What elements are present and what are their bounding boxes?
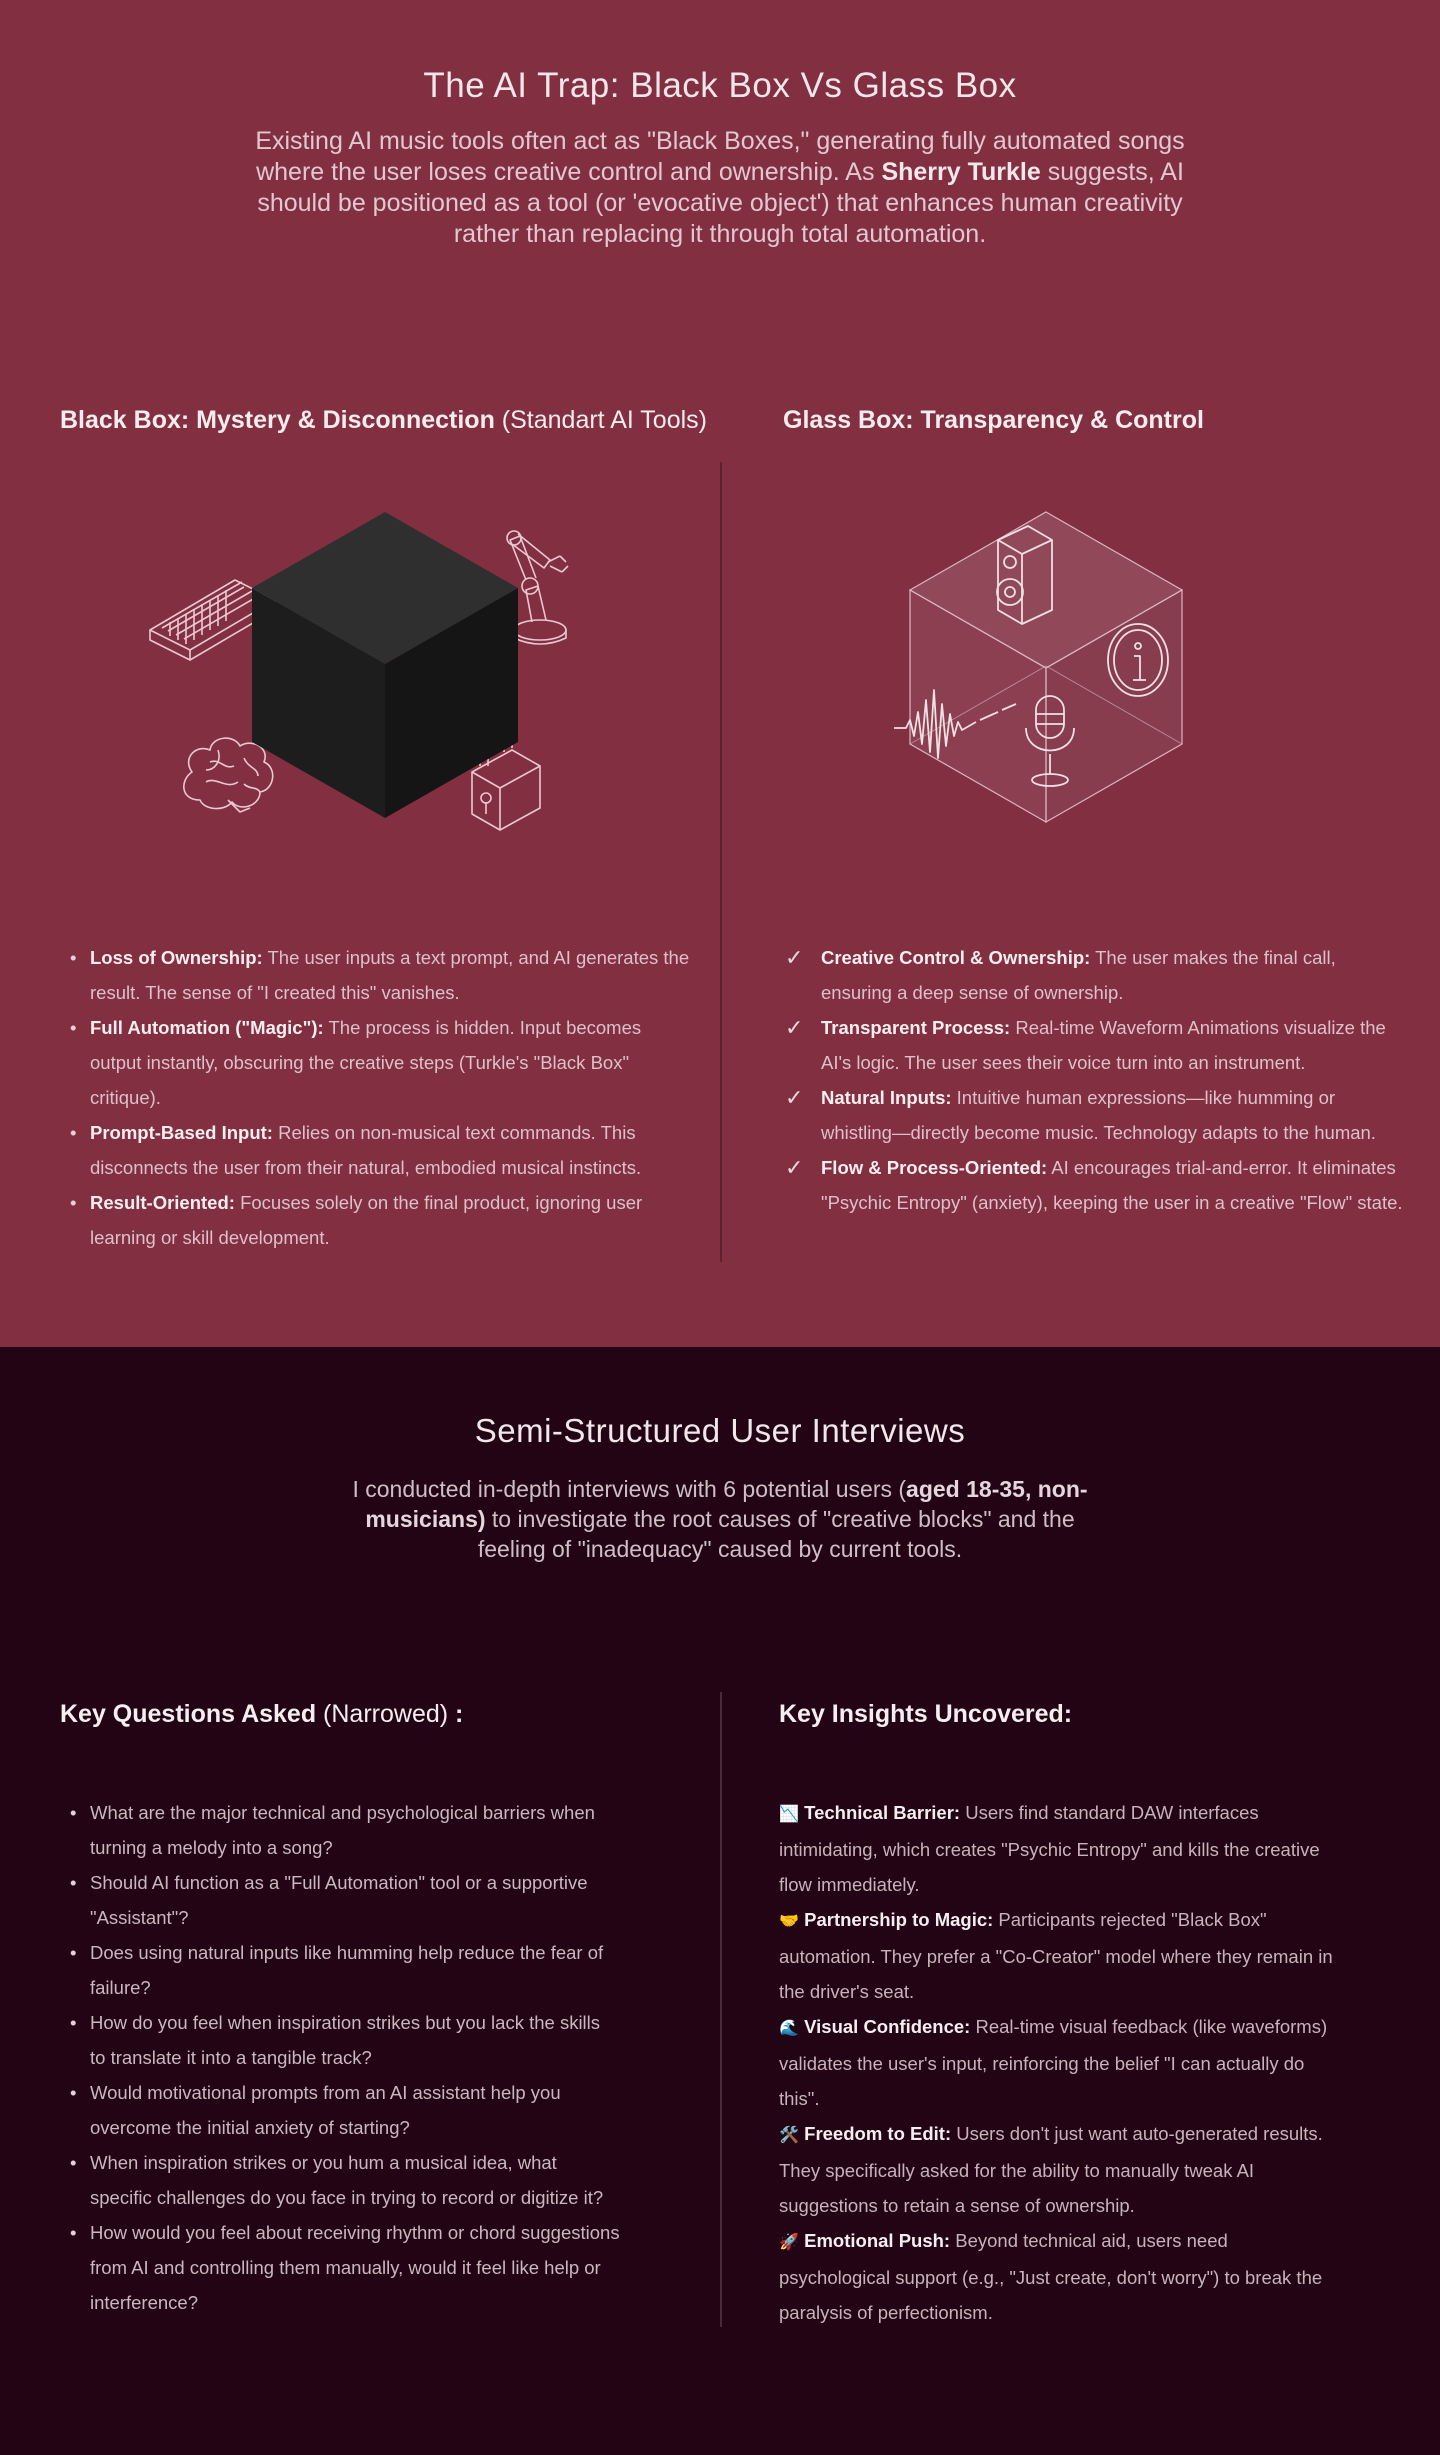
list-item: • Result-Oriented: Focuses solely on the final product, ignoring user learning or skill development. (60, 1185, 690, 1255)
questions-heading-colon: : (455, 1700, 464, 1728)
check-icon: ✓ (785, 1015, 804, 1040)
glass-box-list (783, 940, 1403, 1220)
questions-heading-bold: Key Questions Asked (60, 1700, 317, 1728)
list-item: ✓ Creative Control & Ownership: The user makes the final call, ensuring a deep sense of ownership. (783, 940, 1403, 1010)
check-icon: ✓ (785, 1155, 804, 1180)
glass-box-heading (783, 406, 1204, 435)
black-box-list (60, 940, 690, 1255)
black-box-heading-rest: (Standart AI Tools) (494, 406, 707, 434)
questions-list (60, 1795, 620, 2320)
wave-emoji-icon: 🌊 (779, 2020, 799, 2037)
insights-heading-bold: Key Insights Uncovered: (779, 1700, 1073, 1728)
black-box-illustration (140, 500, 600, 850)
interviews-intro (352, 1474, 1088, 1564)
questions-heading-rest: (Narrowed) (316, 1700, 456, 1728)
insight-item: 📉 Technical Barrier: Users find standard DAW interfaces intimidating, which creates "Psychic Entropy" and kills the creative flow immediately. (779, 1795, 1339, 1902)
list-item: • What are the major technical and psychological barriers when turning a melody into a song? (60, 1795, 620, 1865)
insight-item: 🌊 Visual Confidence: Real-time visual feedback (like waveforms) validates the user's input, reinforcing the belief "I can actually do this". (779, 2009, 1339, 2116)
glass-box-heading-bold: Glass Box: Transparency & Control (783, 406, 1204, 434)
glass-box-illustration (880, 500, 1320, 840)
column-divider (720, 1692, 722, 2327)
interviews-title: Semi-Structured User Interviews (474, 1412, 966, 1449)
glass-cube (910, 512, 1182, 822)
list-item: • How do you feel when inspiration strikes but you lack the skills to translate it into a tangible track? (60, 2005, 620, 2075)
rocket-emoji-icon: 🚀 (779, 2234, 799, 2251)
list-item: • Would motivational prompts from an AI assistant help you overcome the initial anxiety of starting? (60, 2075, 620, 2145)
list-item: • Loss of Ownership: The user inputs a text prompt, and AI generates the result. The sense of "I created this" vanishes. (60, 940, 690, 1010)
questions-heading (60, 1700, 463, 1729)
list-item: • How would you feel about receiving rhythm or chord suggestions from AI and controlling them manually, would it feel like help or interference? (60, 2215, 620, 2320)
tools-emoji-icon: 🛠️ (779, 2127, 799, 2144)
intro-text: I conducted in-depth interviews with 6 potential users ( (352, 1476, 907, 1502)
list-item: ✓ Natural Inputs: Intuitive human expressions—like humming or whistling—directly become music. Technology adapts to the human. (783, 1080, 1403, 1150)
list-item: • Prompt-Based Input: Relies on non-musical text commands. This disconnects the user from their natural, embodied musical instincts. (60, 1115, 690, 1185)
brain-icon (184, 738, 273, 812)
intro-text-end: to investigate the root causes of "creative blocks" and the feeling of "inadequacy" caused by current tools. (477, 1506, 1075, 1562)
insight-item: 🚀 Emotional Push: Beyond technical aid, users need psychological support (e.g., "Just create, don't worry") to break the paralysis of perfectionism. (779, 2223, 1339, 2330)
list-item: • Should AI function as a "Full Automation" tool or a supportive "Assistant"? (60, 1865, 620, 1935)
check-icon: ✓ (785, 1085, 804, 1110)
intro-text-end: suggests, AI should be positioned as a tool (or 'evocative object') that enhances human creativity rather than replacing it through total automation. (257, 158, 1184, 248)
insight-item: 🛠️ Freedom to Edit: Users don't just want auto-generated results. They specifically asked for the ability to manually tweak AI suggestions to retain a sense of ownership. (779, 2116, 1339, 2223)
section-intro (228, 126, 1212, 250)
black-box-heading (60, 406, 707, 435)
insights-heading (779, 1700, 1072, 1729)
list-item: ✓ Flow & Process-Oriented: AI encourages trial-and-error. It eliminates "Psychic Entropy" (anxiety), keeping the user in a creative "Flow" state. (783, 1150, 1403, 1220)
insights-list (779, 1795, 1339, 2330)
list-item: • Does using natural inputs like humming help reduce the fear of failure? (60, 1935, 620, 2005)
section-title: The AI Trap: Black Box Vs Glass Box (423, 66, 1017, 105)
handshake-emoji-icon: 🤝 (779, 1913, 799, 1930)
column-divider (720, 462, 722, 1262)
intro-highlight: aged 18-35, non-musicians) (365, 1476, 1088, 1532)
insight-item: 🤝 Partnership to Magic: Participants rejected "Black Box" automation. They prefer a "Co-Creator" model where they remain in the driver's seat. (779, 1902, 1339, 2009)
list-item: • When inspiration strikes or you hum a musical idea, what specific challenges do you face in trying to record or digitize it? (60, 2145, 620, 2215)
intro-text: Existing AI music tools often act as "Black Boxes," generating fully automated songs where the user loses creative control and ownership. As (255, 127, 1185, 186)
chart-emoji-icon: 📉 (779, 1806, 799, 1823)
black-box-heading-bold: Black Box: Mystery & Disconnection (60, 406, 495, 434)
intro-highlight: Sherry Turkle (881, 158, 1041, 186)
check-icon: ✓ (785, 945, 804, 970)
list-item: ✓ Transparent Process: Real-time Waveform Animations visualize the AI's logic. The user sees their voice turn into an instrument. (783, 1010, 1403, 1080)
black-cube (252, 512, 518, 818)
list-item: • Full Automation ("Magic"): The process is hidden. Input becomes output instantly, obscuring the creative steps (Turkle's "Black Box" critique). (60, 1010, 690, 1115)
